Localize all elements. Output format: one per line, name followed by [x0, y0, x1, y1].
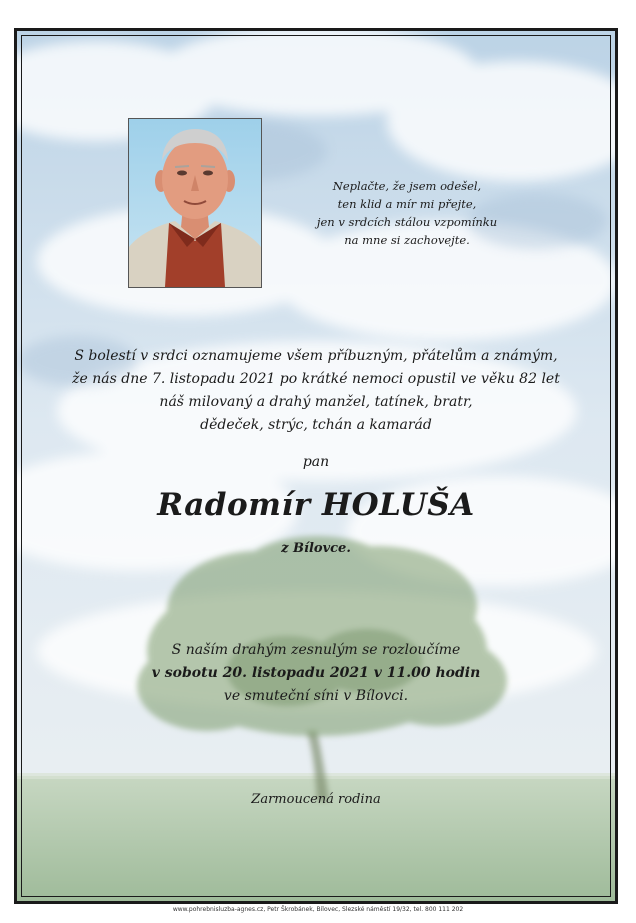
poem-line: ten klid a mír mi přejte, [337, 197, 477, 211]
deceased-title: pan [302, 454, 330, 470]
portrait-photo [128, 118, 262, 288]
deceased-origin: z Bílovce. [281, 541, 351, 556]
funeral-service-footer: www.pohrebnisluzba-agnes.cz, Petr Škrobánek, Bílovec, Slezské náměstí 19/32, tel. 800 111 202 [172, 906, 464, 913]
obituary-frame [14, 28, 618, 904]
family-signature: Zarmoucená rodina [251, 792, 381, 807]
deceased-name: Radomír HOLUŠA [157, 487, 475, 523]
funeral-details [17, 639, 615, 708]
death-announcement [17, 345, 615, 437]
poem-line: Neplačte, že jsem odešel, [332, 179, 482, 193]
memorial-poem [302, 177, 512, 249]
portrait-image [129, 119, 261, 287]
announcement-line: náš milovaný a drahý manžel, tatínek, bratr, [159, 394, 473, 410]
poem-line: na mne si zachovejte. [344, 233, 470, 247]
poem-line: jen v srdcích stálou vzpomínku [316, 215, 498, 229]
funeral-date-time: v sobotu 20. listopadu 2021 v 11.00 hodin [151, 665, 481, 681]
funeral-intro: S naším drahým zesnulým se rozloučíme [171, 642, 461, 658]
obituary-content [17, 31, 615, 901]
announcement-line: S bolestí v srdci oznamujeme všem příbuzným, přátelům a známým, [74, 348, 558, 364]
announcement-line: dědeček, strýc, tchán a kamarád [200, 417, 432, 433]
funeral-location: ve smuteční síni v Bílovci. [223, 688, 409, 704]
announcement-line: že nás dne 7. listopadu 2021 po krátké nemoci opustil ve věku 82 let [72, 371, 560, 387]
